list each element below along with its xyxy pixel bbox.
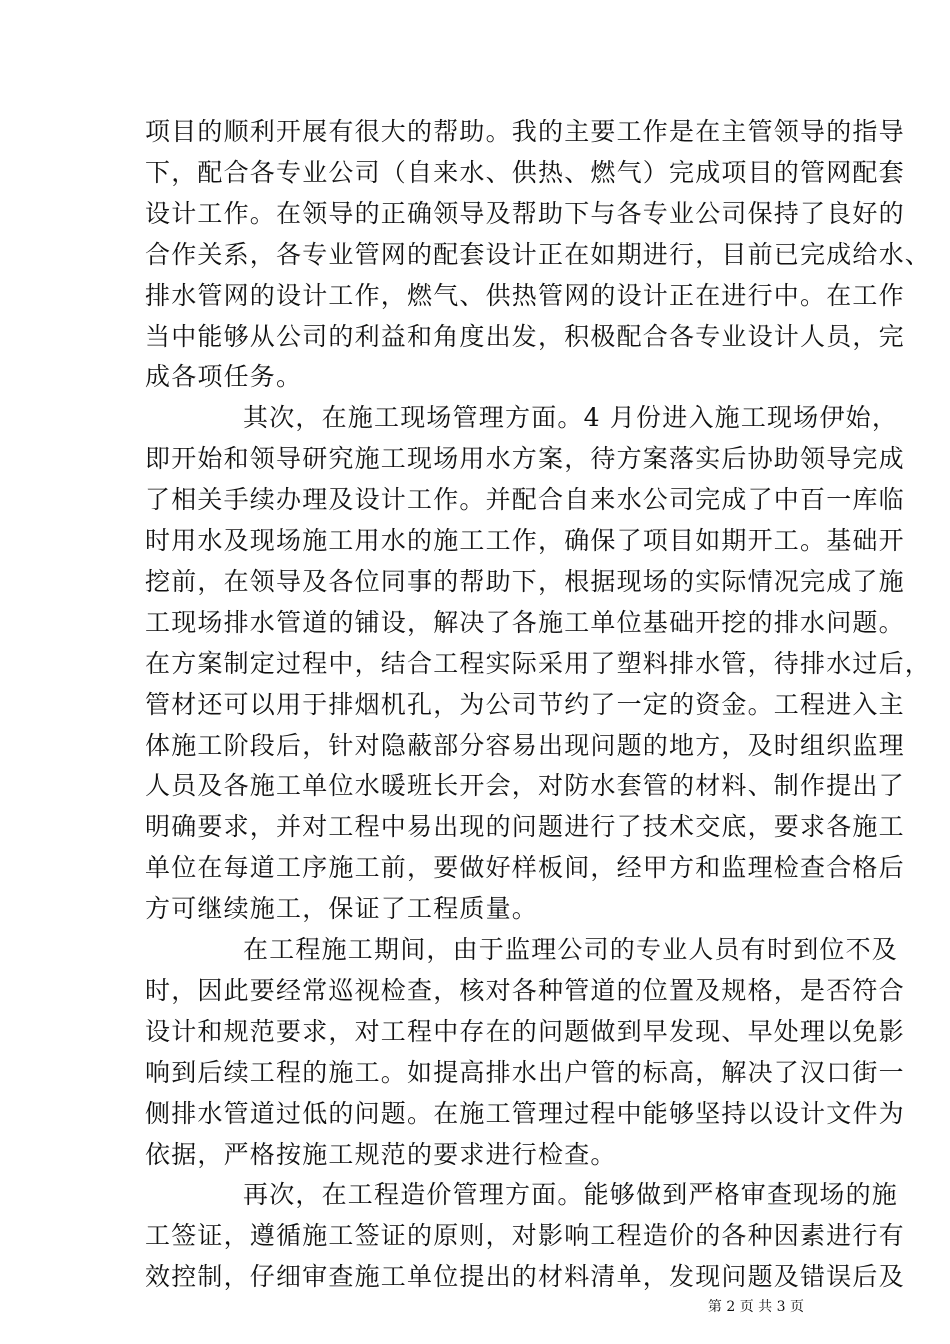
text-line: 侧排水管道过低的问题。在施工管理过程中能够坚持以设计文件为 (145, 1099, 905, 1128)
text-line: 方可继续施工，保证了工程质量。 (145, 894, 539, 923)
text-line: 了相关手续办理及设计工作。并配合自来水公司完成了中百一库临 (145, 485, 905, 514)
text-line: 下，配合各专业公司（自来水、供热、燃气）完成项目的管网配套 (145, 158, 905, 187)
text-line: 管材还可以用于排烟机孔，为公司节约了一定的资金。工程进入主 (145, 690, 905, 719)
text-line: 成各项任务。 (145, 362, 303, 391)
text-line: 排水管网的设计工作，燃气、供热管网的设计正在进行中。在工作 (145, 281, 905, 310)
text-line: 工现场排水管道的铺设，解决了各施工单位基础开挖的排水问题。 (145, 608, 905, 637)
text-line: 人员及各施工单位水暖班长开会，对防水套管的材料、制作提出了 (145, 771, 905, 800)
text-line: 当中能够从公司的利益和角度出发，积极配合各专业设计人员，完 (145, 322, 905, 351)
page-number: 第 2 页 共 3 页 (707, 1299, 804, 1315)
text-line: 工签证，遵循施工签证的原则，对影响工程造价的各种因素进行有 (145, 1221, 905, 1250)
paragraph-first-line: 再次，在工程造价管理方面。能够做到严格审查现场的施 (243, 1180, 899, 1209)
paragraph-first-line: 在工程施工期间，由于监理公司的专业人员有时到位不及 (243, 935, 899, 964)
text-line: 时用水及现场施工用水的施工工作，确保了项目如期开工。基础开 (145, 526, 905, 555)
text-line: 在方案制定过程中，结合工程实际采用了塑料排水管，待排水过后， (145, 649, 932, 678)
text-line: 响到后续工程的施工。如提高排水出户管的标高，解决了汉口街一 (145, 1058, 905, 1087)
text-line: 明确要求，并对工程中易出现的问题进行了技术交底，要求各施工 (145, 812, 905, 841)
paragraph-first-line: 其次，在施工现场管理方面。4 月份进入施工现场伊始， (243, 403, 899, 432)
text-line: 时，因此要经常巡视检查，核对各种管道的位置及规格，是否符合 (145, 976, 905, 1005)
text-line: 设计和规范要求，对工程中存在的问题做到早发现、早处理以免影 (145, 1017, 905, 1046)
text-line: 设计工作。在领导的正确领导及帮助下与各专业公司保持了良好的 (145, 199, 905, 228)
text-line: 依据，严格按施工规范的要求进行检查。 (145, 1140, 617, 1169)
text-line: 效控制，仔细审查施工单位提出的材料清单，发现问题及错误后及 (145, 1262, 905, 1291)
text-line: 项目的顺利开展有很大的帮助。我的主要工作是在主管领导的指导 (145, 117, 905, 146)
text-line: 单位在每道工序施工前，要做好样板间，经甲方和监理检查合格后 (145, 853, 905, 882)
text-line: 体施工阶段后，针对隐蔽部分容易出现问题的地方，及时组织监理 (145, 731, 905, 760)
text-line: 挖前，在领导及各位同事的帮助下，根据现场的实际情况完成了施 (145, 567, 905, 596)
text-line: 即开始和领导研究施工现场用水方案，待方案落实后协助领导完成 (145, 444, 905, 473)
text-line: 合作关系，各专业管网的配套设计正在如期进行，目前已完成给水、 (145, 240, 932, 269)
